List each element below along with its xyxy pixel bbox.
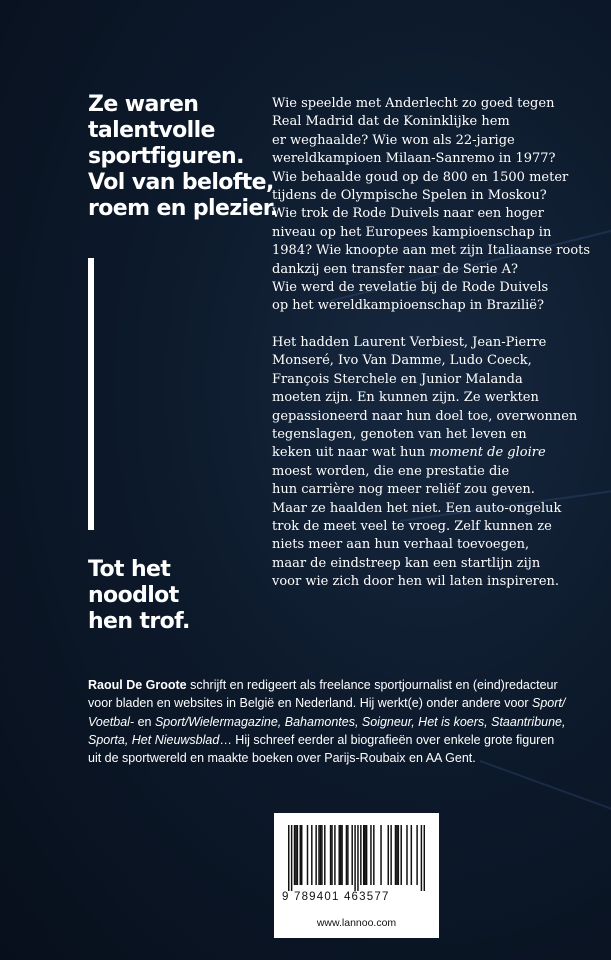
blurb-line: Wie behaalde goud op de 800 en 1500 meter xyxy=(272,169,569,185)
blurb-line: wereldkampioen Milaan-Sanremo in 1977? xyxy=(272,151,556,167)
author-bio: Raoul De Groote schrijft en redigeert als freelance sportjournalist en (eind)redacteur voor bladen en websites in België en Nederland. Hij werkt(e) onder andere voor Sport/ Voetbal- en Sport/Wielermagazine, Bahamontes, Soigneur, Het is koers, Staantribune, Sporta, Het Nieuwsblad… Hij schreef eerder al biografieën over enkele grote figuren uit de sportwereld en maakte boeken over Parijs-Roubaix en AA Gent. xyxy=(88,678,566,766)
blurb-line: tijdens de Olympische Spelen in Moskou? xyxy=(272,187,547,203)
barcode-bar xyxy=(347,825,348,885)
barcode-bar xyxy=(341,825,342,885)
barcode-bar xyxy=(330,825,331,885)
isbn-number: 9 789401 463577 xyxy=(282,891,390,903)
barcode-bar xyxy=(360,825,361,885)
barcode-bar xyxy=(311,825,312,885)
blurb-line: moest worden, die ene prestatie die xyxy=(272,463,510,479)
barcode-bar xyxy=(421,825,422,891)
blurb-line: Maar ze haalden het niet. Een auto-ongeluk xyxy=(272,500,562,516)
blurb-line: tegenslagen, genoten van het leven en xyxy=(272,427,527,443)
barcode-bar xyxy=(395,825,396,885)
barcode-bar xyxy=(366,825,367,885)
blurb-line: hun carrière nog meer reliëf zou geven. xyxy=(272,482,535,498)
vertical-rule xyxy=(88,258,94,530)
blurb-line: maar de eindstreep kan een startlijn zijn xyxy=(272,555,541,571)
blurb-paragraph-2 xyxy=(272,334,611,444)
barcode-bar xyxy=(307,825,308,885)
barcode-bar xyxy=(320,825,321,885)
blurb-line: Wie werd de revelatie bij de Rode Duivels xyxy=(272,279,549,295)
barcode-bar xyxy=(411,825,412,885)
blurb-line: er weghaalde? Wie won als 22-jarige xyxy=(272,132,515,148)
barcode-bar xyxy=(340,825,341,885)
blurb-line: dankzij een transfer naar de Serie A? xyxy=(272,261,518,277)
barcode-bar xyxy=(294,825,295,885)
barcode-bar xyxy=(295,825,296,885)
blurb-line: trok de meet veel te vroeg. Zelf kunnen ze xyxy=(272,518,552,534)
barcode-bar xyxy=(396,825,397,885)
blurb-text xyxy=(272,95,611,592)
barcode-bar xyxy=(297,825,298,885)
blurb-line: Monseré, Ivo Van Damme, Ludo Coeck, xyxy=(272,353,532,369)
barcode-bar xyxy=(370,825,371,885)
barcode-bar xyxy=(334,825,335,885)
barcode-bar xyxy=(416,825,417,885)
blurb-line: niets meer aan hun verhaal toevoegen, xyxy=(272,537,530,553)
barcode-bar xyxy=(351,825,352,885)
barcode-bar xyxy=(364,825,365,885)
barcode-bar xyxy=(321,825,322,885)
blurb-line: voor wie zich door hen wil laten inspireren. xyxy=(272,574,560,590)
barcode-bar xyxy=(338,825,339,885)
barcode xyxy=(288,825,425,891)
barcode-bar xyxy=(380,825,381,885)
barcode-bar xyxy=(388,825,389,885)
barcode-bar xyxy=(300,825,301,885)
barcode-bar xyxy=(315,825,316,885)
barcode-bar xyxy=(346,825,347,885)
barcode-bar xyxy=(291,825,292,891)
tagline: Tot het noodlot hen trof. xyxy=(88,557,190,634)
barcode-bar xyxy=(406,825,407,885)
barcode-bar xyxy=(357,825,358,891)
blurb-line: op het wereldkampioenschap in Brazilië? xyxy=(272,298,544,314)
background-streak xyxy=(480,760,611,823)
barcode-bar xyxy=(363,825,364,885)
barcode-bar xyxy=(318,825,319,885)
barcode-bar xyxy=(424,825,425,891)
barcode-bar xyxy=(288,825,289,891)
barcode-bar xyxy=(400,825,401,885)
headline: Ze waren talentvolle sportfiguren. Vol van belofte, roem en plezier. xyxy=(88,92,278,221)
barcode-panel xyxy=(274,813,439,938)
blurb-line: niveau op het Europees kampioenschap in xyxy=(272,224,552,240)
barcode-bar xyxy=(331,825,332,885)
blurb-paragraph-2-continued xyxy=(272,463,611,592)
blurb-line: Wie speelde met Anderlecht zo goed tegen xyxy=(272,96,555,111)
blurb-paragraph-1 xyxy=(272,95,611,316)
barcode-bar xyxy=(354,825,355,891)
barcode-bar xyxy=(301,825,302,885)
blurb-line: gepassioneerd naar hun doel toe, overwonnen xyxy=(272,408,578,424)
barcode-bar xyxy=(324,825,325,885)
blurb-line: François Sterchele en Junior Malanda xyxy=(272,371,523,387)
publisher-url[interactable]: www.lannoo.com xyxy=(316,917,397,929)
blurb-line: Wie trok de Rode Duivels naar een hoger xyxy=(272,206,544,222)
author-name: Raoul De Groote xyxy=(88,678,187,692)
blurb-line: Real Madrid dat de Koninklijke hem xyxy=(272,114,510,130)
blurb-line: Het hadden Laurent Verbiest, Jean-Pierre xyxy=(272,335,547,351)
blurb-line: moeten zijn. En kunnen zijn. Ze werkten xyxy=(272,390,539,406)
blurb-line: 1984? Wie knoopte aan met zijn Italiaanse roots xyxy=(272,243,591,259)
barcode-bar xyxy=(390,825,391,885)
blurb-line-italic: keken uit naar wat hun moment de gloire xyxy=(272,445,546,461)
barcode-bar xyxy=(398,825,399,885)
barcode-bar xyxy=(373,825,374,885)
